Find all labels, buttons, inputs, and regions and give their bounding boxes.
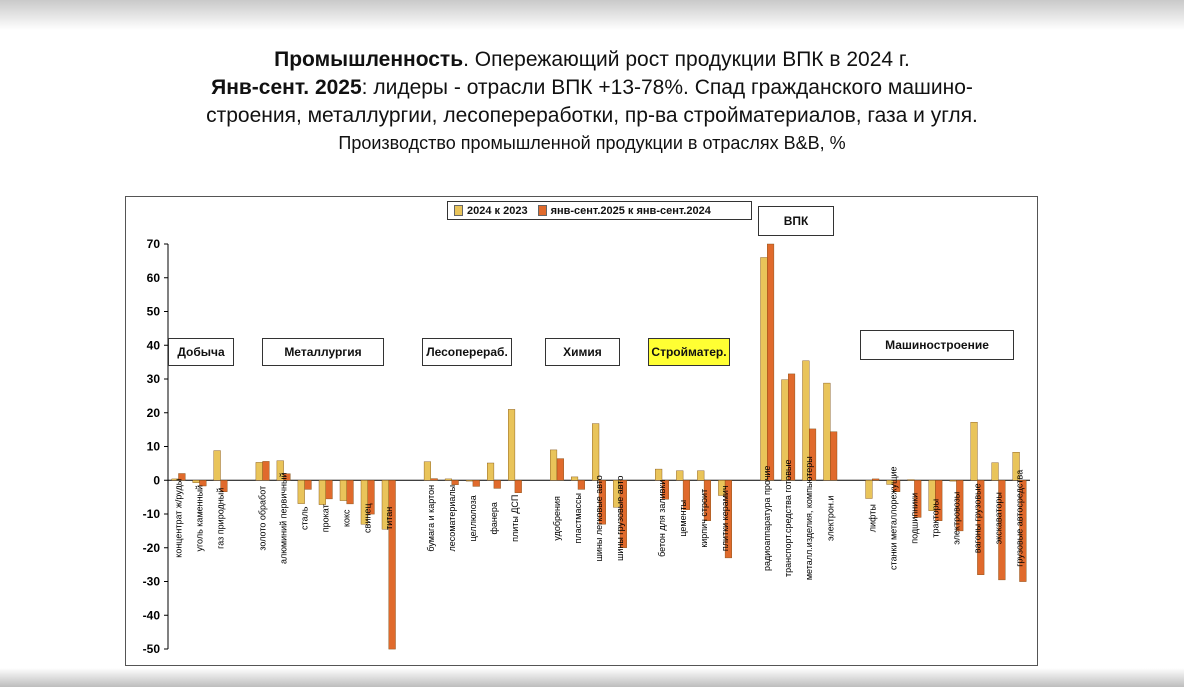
- category-label: кокс: [341, 509, 352, 528]
- bar-series-2: [326, 480, 333, 499]
- y-tick-label: 10: [146, 439, 160, 454]
- bar-series-2: [389, 480, 396, 649]
- category-label: бумага и картон: [425, 484, 436, 552]
- category-label: уголь каменный: [194, 484, 205, 552]
- legend-label-series-2: янв-сент.2025 к янв-сент.2024: [550, 204, 711, 217]
- bar-series-2: [473, 480, 480, 486]
- category-label: концентрат ж/руды: [173, 478, 184, 558]
- category-label: экскаваторы: [993, 492, 1004, 545]
- bar-series-2: [452, 480, 459, 484]
- bar-series-1: [971, 422, 978, 480]
- y-tick-label: 30: [146, 372, 160, 386]
- group-label-defense: ВПК: [758, 206, 834, 236]
- y-tick-label: 20: [146, 405, 160, 420]
- y-tick-label: -30: [142, 574, 160, 589]
- bar-series-1: [571, 477, 578, 480]
- category-label: подшипники: [909, 492, 920, 544]
- group-label-mining: Добыча: [168, 338, 234, 366]
- category-label: целлюлоза: [467, 495, 478, 542]
- y-tick-label: 0: [153, 473, 160, 488]
- category-label: плиты ДСП: [509, 494, 520, 542]
- category-label: электрон.и: [825, 495, 836, 541]
- bar-series-2: [767, 244, 774, 480]
- top-shade: [0, 0, 1184, 30]
- bar-series-2: [305, 480, 312, 489]
- bar-series-1: [908, 480, 915, 481]
- bar-series-1: [866, 480, 873, 498]
- category-label: свинец: [362, 503, 373, 533]
- group-label-construction: Стройматер.: [648, 338, 730, 366]
- bar-series-2: [872, 479, 879, 480]
- category-label: лифты: [867, 504, 878, 533]
- category-label: металл.изделия, компьютеры: [804, 456, 815, 581]
- category-label: кирпич строит: [699, 488, 710, 548]
- category-label: прокат: [320, 504, 331, 533]
- legend-item-series-2: [538, 205, 711, 217]
- bar-series-1: [761, 258, 768, 481]
- title-line-2: [0, 74, 1184, 102]
- title-line-2-rest: : лидеры - отрасли ВПК +13-78%. Спад гражданского машино-: [361, 76, 973, 99]
- slide-title: [0, 46, 1184, 156]
- bar-series-1: [824, 383, 831, 480]
- title-line-1: [0, 46, 1184, 74]
- y-tick-label: 50: [146, 304, 160, 319]
- category-label: титан: [383, 506, 394, 530]
- title-line-1-bold: Промышленность: [274, 48, 464, 71]
- category-label: шины легковые авто: [594, 475, 604, 562]
- category-label: алюминий первичный: [278, 472, 289, 564]
- bar-series-2: [515, 480, 522, 493]
- bar-series-2: [347, 480, 354, 504]
- y-tick-label: -20: [142, 540, 160, 555]
- bar-series-1: [487, 463, 494, 480]
- y-tick-label: 60: [146, 270, 160, 285]
- bar-series-1: [193, 480, 200, 482]
- bar-series-1: [592, 424, 599, 481]
- legend-label-series-1: 2024 к 2023: [467, 204, 528, 217]
- category-label: цементы: [678, 499, 689, 537]
- category-label: удобрения: [552, 496, 562, 541]
- title-line-2-bold: Янв-сент. 2025: [211, 76, 362, 99]
- group-label-metallurgy: Металлургия: [262, 338, 384, 366]
- bar-series-1: [676, 471, 683, 480]
- y-tick-label: -10: [142, 507, 160, 521]
- category-label: шины грузовые авто: [615, 475, 625, 561]
- bar-series-1: [950, 480, 957, 481]
- category-label: станки металлорежущие: [888, 466, 899, 570]
- bar-series-1: [466, 480, 473, 481]
- category-label: газ природный: [215, 487, 226, 549]
- y-tick-label: -40: [142, 608, 160, 623]
- category-label: фанера: [488, 502, 499, 535]
- bar-series-1: [508, 409, 515, 480]
- bar-series-1: [445, 479, 452, 480]
- bottom-shade: [0, 668, 1184, 687]
- bar-series-2: [830, 432, 837, 481]
- category-label: тракторы: [930, 498, 941, 538]
- group-label-chemistry: Химия: [545, 338, 620, 366]
- bar-series-1: [214, 451, 221, 481]
- category-label: вагоны грузовые: [972, 483, 983, 554]
- bar-series-1: [256, 462, 263, 480]
- chart-subtitle: Производство промышленной продукции в отраслях B&B, %: [338, 133, 846, 153]
- category-label: золото обработ: [257, 485, 268, 551]
- category-label: пластмассы: [573, 493, 583, 544]
- y-tick-label: -50: [142, 642, 160, 656]
- legend-swatch-series-2: [538, 205, 547, 216]
- title-line-3: строения, металлургии, лесопереработки, пр-ва стройматериалов, газа и угля.: [206, 104, 978, 127]
- bar-series-2: [263, 461, 270, 480]
- bar-series-1: [992, 463, 999, 481]
- legend-swatch-series-1: [454, 205, 463, 216]
- bar-series-2: [431, 479, 438, 481]
- category-label: бетон для заливки: [657, 479, 668, 557]
- bar-series-1: [298, 480, 305, 503]
- category-label: транспорт.средства готовые: [783, 459, 794, 577]
- category-label: плитки керамич: [720, 485, 731, 552]
- bar-series-1: [697, 471, 704, 480]
- category-label: электровозы: [951, 491, 962, 545]
- chart-legend: [447, 201, 752, 220]
- category-label: лесоматериалы: [446, 484, 457, 552]
- y-tick-label: 40: [146, 338, 160, 353]
- bar-series-1: [550, 450, 557, 480]
- category-label: сталь: [299, 506, 310, 531]
- bar-series-1: [424, 462, 431, 481]
- bar-series-1: [319, 480, 326, 504]
- bar-series-1: [655, 469, 662, 480]
- bar-series-1: [340, 480, 347, 500]
- category-label: грузовые автосредства: [1014, 469, 1025, 567]
- bar-series-2: [578, 480, 585, 489]
- bar-series-2: [494, 480, 501, 488]
- group-label-machinery: Машиностроение: [860, 330, 1014, 360]
- bar-chart: [125, 196, 1038, 666]
- category-label: радиоаппаратура прочие: [762, 465, 773, 571]
- title-line-1-rest: . Опережающий рост продукции ВПК в 2024 г.: [463, 48, 910, 71]
- legend-item-series-1: [454, 205, 528, 217]
- y-tick-label: 70: [146, 237, 160, 251]
- bar-series-2: [557, 459, 564, 481]
- group-label-timber: Лесоперераб.: [422, 338, 512, 366]
